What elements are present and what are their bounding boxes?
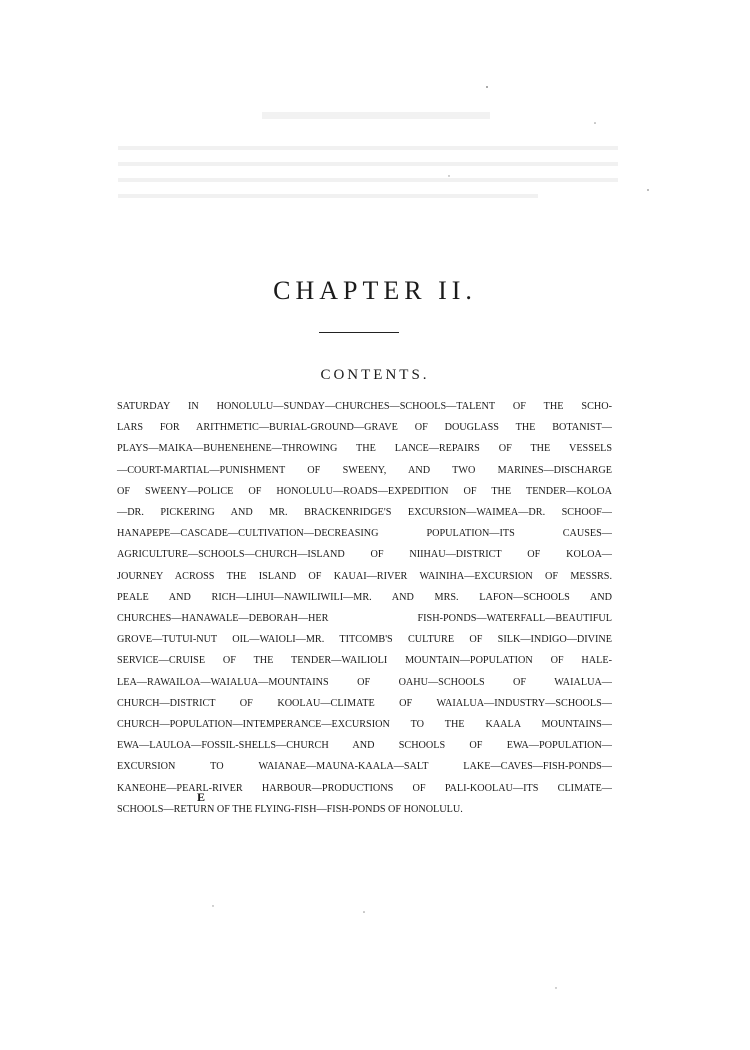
summary-line: —COURT-MARTIAL—PUNISHMENT OF SWEENY, AND TWO MARINES—DISCHARGE: [117, 464, 612, 476]
summary-line: AGRICULTURE—SCHOOLS—CHURCH—ISLAND OF NIIHAU—DISTRICT OF KOLOA—: [117, 549, 612, 561]
signature-mark: E: [197, 790, 206, 804]
summary-line: EXCURSION TO WAIANAE—MAUNA-KAALA—SALT LAKE—CAVES—FISH-PONDS—: [117, 761, 612, 773]
summary-line: LARS FOR ARITHMETIC—BURIAL-GROUND—GRAVE OF DOUGLASS THE BOTANIST—: [117, 422, 612, 434]
contents-heading: CONTENTS.: [320, 367, 430, 383]
summary-line: —DR. PICKERING AND MR. BRACKENRIDGE'S EXCURSION—WAIMEA—DR. SCHOOF—: [117, 507, 612, 519]
summary-line: HANAPEPE—CASCADE—CULTIVATION—DECREASING POPULATION—ITS CAUSES—: [117, 528, 612, 540]
summary-line: CHURCH—POPULATION—INTEMPERANCE—EXCURSION TO THE KAALA MOUNTAINS—: [117, 719, 612, 731]
summary-line: PLAYS—MAIKA—BUHENEHENE—THROWING THE LANCE—REPAIRS OF THE VESSELS: [117, 443, 612, 455]
summary-line: OF SWEENY—POLICE OF HONOLULU—ROADS—EXPEDITION OF THE TENDER—KOLOA: [117, 485, 612, 497]
summary-line: KANEOHE—PEARL-RIVER HARBOUR—PRODUCTIONS OF PALI-KOOLAU—ITS CLIMATE—: [117, 782, 612, 794]
chapter-title: CHAPTER II.: [273, 276, 477, 305]
summary-line: JOURNEY ACROSS THE ISLAND OF KAUAI—RIVER WAINIHA—EXCURSION OF MESSRS.: [117, 570, 612, 582]
summary-line: LEA—RAWAILOA—WAIALUA—MOUNTAINS OF OAHU—SCHOOLS OF WAIALUA—: [117, 676, 612, 688]
summary-line: PEALE AND RICH—LIHUI—NAWILIWILI—MR. AND MRS. LAFON—SCHOOLS AND: [117, 591, 612, 603]
summary-line: CHURCH—DISTRICT OF KOOLAU—CLIMATE OF WAIALUA—INDUSTRY—SCHOOLS—: [117, 697, 612, 709]
summary-line: SATURDAY IN HONOLULU—SUNDAY—CHURCHES—SCHOOLS—TALENT OF THE SCHO-: [117, 401, 612, 412]
summary-line: GROVE—TUTUI-NUT OIL—WAIOLI—MR. TITCOMB'S CULTURE OF SILK—INDIGO—DIVINE: [117, 634, 612, 646]
summary-line: CHURCHES—HANAWALE—DEBORAH—HER FISH-PONDS—WATERFALL—BEAUTIFUL: [117, 613, 612, 625]
summary-line: SERVICE—CRUISE OF THE TENDER—WAILIOLI MOUNTAIN—POPULATION OF HALE-: [117, 655, 612, 667]
chapter-summary: [117, 396, 612, 820]
title-divider: [319, 332, 399, 333]
summary-line: EWA—LAULOA—FOSSIL-SHELLS—CHURCH AND SCHOOLS OF EWA—POPULATION—: [117, 740, 612, 752]
summary-line: SCHOOLS—RETURN OF THE FLYING-FISH—FISH-PONDS OF HONOLULU.: [117, 803, 463, 815]
